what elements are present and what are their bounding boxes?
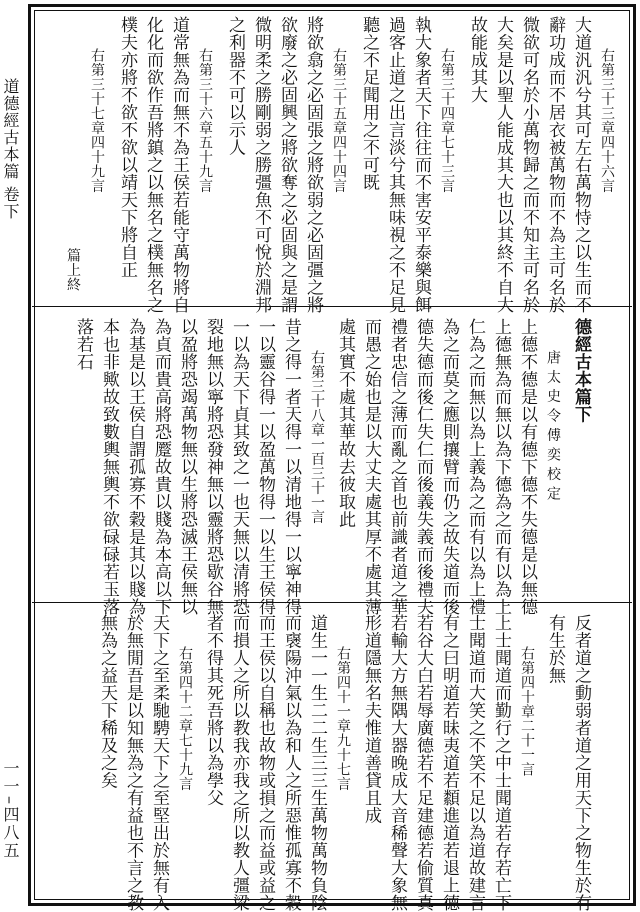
text-column: 而愚之始也是以大丈夫處其厚不處其薄 — [361, 318, 381, 616]
text-column: 上德無為而無以為下德為之而有以為上 — [491, 318, 511, 616]
text-column: 反者道之動弱者道之用天下之物生於有 — [571, 614, 591, 912]
text-column: 微明柔之勝剛弱之勝彊魚不可悅於淵邦 — [251, 16, 271, 314]
text-column: 裂地無以寧將恐發神無以靈將恐歇谷無 — [203, 318, 223, 616]
chapter-note: 唐 太 史 令 傅 奕 校 定 — [545, 350, 561, 501]
text-panel-middle — [34, 310, 630, 616]
text-column: 若輸大方無隅大器晚成大音稀聲大象無 — [387, 614, 407, 912]
text-column: 而襃陽沖氣以為和人之所惡惟孤寡不穀 — [281, 614, 301, 912]
text-panel-bottom — [34, 606, 630, 912]
chapter-note: 右第四十章二十一言 — [519, 646, 535, 777]
text-column: 大道汎汎兮其可左右萬物恃之以生而不 — [571, 16, 591, 314]
chapter-note: 右第四十一章九十七言 — [335, 646, 351, 791]
text-column: 士聞道而大笑之不笑不足以為道故建言 — [465, 614, 485, 912]
text-column: 欲廢之必固興之將欲奪之必固與之是謂 — [277, 16, 297, 314]
text-column: 道常無為而無不為王侯若能守萬物將自 — [169, 16, 189, 314]
page-number: 一一–四八五 — [1, 760, 20, 860]
text-column: 於無閒吾是以知無為之有益也不言之教 — [123, 614, 143, 912]
text-column: 一以為天下貞其致之一也天無以清將恐 — [229, 318, 249, 616]
text-column: 以盈將恐竭萬物無以生將恐滅王侯無以 — [177, 318, 197, 616]
chapter-note: 右第三十八章一百三十一言 — [309, 350, 325, 524]
text-column: 處其實不處其華故去彼取此 — [335, 318, 355, 528]
text-column: 而損人之所以教我亦我之所以教人彊梁 — [229, 614, 249, 912]
text-column: 化化而欲作吾將鎮之以無名之樸無名之 — [143, 16, 163, 314]
chapter-note: 右第三十四章七十三言 — [439, 48, 455, 193]
panel-divider — [32, 306, 632, 307]
text-column: 大矣是以聖人能成其大也以其終不自大 — [493, 16, 513, 314]
text-column: 故能成其大 — [467, 16, 487, 104]
chapter-note: 篇上終 — [65, 248, 81, 292]
chapter-note: 右第三十七章四十九言 — [89, 48, 105, 193]
text-column: 落若石 — [73, 318, 93, 371]
text-column: 而王侯以自稱也故物或損之而益或益之 — [255, 614, 275, 912]
text-column: 為之而莫之應則攘臂而仍之故失道而後 — [439, 318, 459, 616]
text-column: 上德不德是以有德下德不失德是以無德 — [517, 318, 537, 616]
text-column: 之利器不可以示人 — [225, 16, 245, 156]
chapter-note: 右第四十二章七十九言 — [177, 646, 193, 791]
text-column: 將欲翕之必固張之將欲弱之必固彊之將 — [303, 16, 323, 314]
text-column: 樸夫亦將不欲不欲以靖天下將自正 — [117, 16, 137, 279]
chapter-note: 右第三十六章五十九言 — [197, 48, 213, 193]
text-column: 為基是以王侯自謂孤寡不穀是其以賤為 — [125, 318, 145, 616]
text-column: 微欲可名於小萬物歸之而不知主可名於 — [519, 16, 539, 314]
text-column: 有生於無 — [545, 614, 565, 684]
text-column: 仁為之而無以為上義為之而有以為上禮 — [465, 318, 485, 616]
text-column: 德失德而後仁失仁而後義失義而後禮夫 — [413, 318, 433, 616]
text-column: 為貞而貴高將恐蹷故貴以賤為本高以下 — [151, 318, 171, 616]
text-column: 聽之不足聞用之不可既 — [359, 16, 379, 191]
text-column: 本也非歟故致數輿無輿不欲碌碌若玉落 — [99, 318, 119, 616]
text-column: 形道隱無名夫惟道善貸且成 — [361, 614, 381, 824]
text-column: 有之曰明道若昧夷道若纇進道若退上德 — [439, 614, 459, 912]
text-column: 執大象者天下往往而不害安平泰樂與餌 — [411, 16, 431, 314]
text-panel-top — [34, 8, 630, 314]
text-column: 辭功成而不居衣被萬物而不為主可名於 — [545, 16, 565, 314]
chapter-note: 右第三十三章四十六言 — [599, 48, 615, 193]
text-column: 者不得其死吾將以為學父 — [203, 614, 223, 807]
text-column: 天下之至柔馳騁天下之至堅出於無有入 — [149, 614, 169, 912]
panel-divider — [32, 602, 632, 603]
text-column: 若谷大白若辱廣德若不足建德若偷質真 — [413, 614, 433, 912]
text-column: 禮者忠信之薄而亂之首也前識者道之華 — [387, 318, 407, 616]
text-column: 上士聞道而勤行之中士聞道若存若亡下 — [491, 614, 511, 912]
text-column: 無為之益天下稀及之矣 — [97, 614, 117, 789]
text-column: 道生一一生二二生三三生萬物萬物負陰 — [307, 614, 327, 912]
text-column: 過客止道之出言淡兮其無味視之不足見 — [385, 16, 405, 314]
text-column: 德經古本篇下 — [571, 318, 591, 423]
book-title: 道德經古本篇 卷下 — [1, 78, 20, 221]
chapter-note: 右第三十五章四十四言 — [331, 48, 347, 193]
text-column: 一以靈谷得一以盈萬物得一以生王侯得 — [255, 318, 275, 616]
text-column: 昔之得一者天得一以清地得一以寧神得 — [281, 318, 301, 616]
